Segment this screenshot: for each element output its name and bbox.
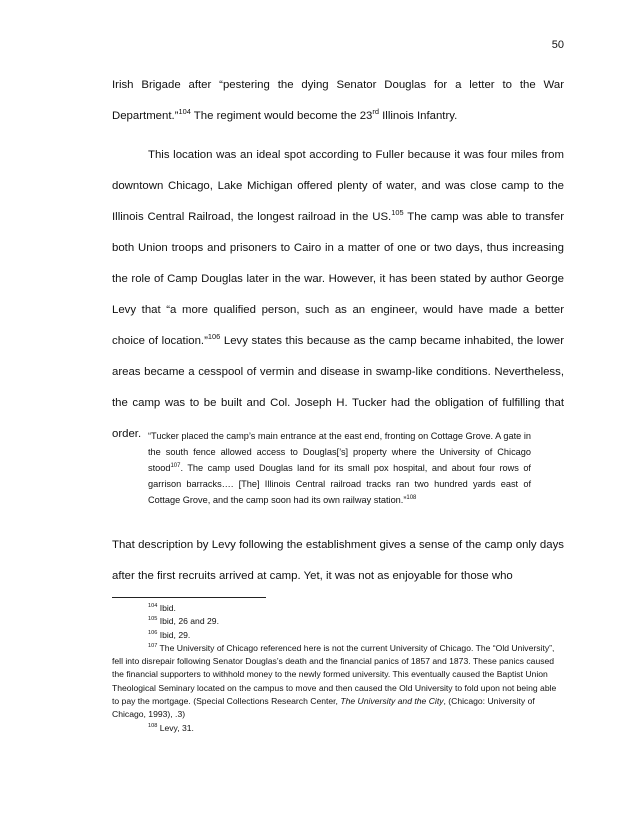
footnote-number: 107 [148,643,158,650]
paragraph-gap [112,132,564,140]
text-span: Levy states this because as the camp became inhabited, the lower areas became a cesspool of vermin and disease in swamp-like conditions. Nevertheless, the camp was to be built and Col. Joseph H. Tucker had the obligation of fulfilling that order. [112,335,564,440]
footnote-text: , (Chicago: University of Chicago, 1993), .3) [112,696,535,720]
footnote-number: 105 [148,616,158,623]
body-text [112,70,564,450]
footnote-108 [112,722,564,735]
paragraph-1-line-2 [112,101,564,132]
text-span: Illinois Infantry. [378,110,458,122]
text-span: Department.” [112,110,179,122]
footnote-ref-104[interactable]: 104 [178,107,191,117]
footnote-text: Ibid. [159,603,176,613]
footnote-105 [112,615,564,628]
footnote-ref-107[interactable]: 107 [170,462,181,469]
paragraph-1-line-1: Irish Brigade after “pestering the dying Senator Douglas for a letter to the War [112,79,564,91]
footnote-104 [112,602,564,615]
footnote-number: 106 [148,629,158,636]
text-span: . The camp used Douglas land for its small pox hospital, and about four rows of garrison barracks…. [The] Illinois Central railroad tracks ran two hundred yards east of Cottage Grove, and the camp soon had its own railway station.” [148,463,531,505]
ordinal-suffix: rd [372,107,379,117]
cited-title: The University and the City [340,696,444,707]
footnote-number: 108 [148,722,158,729]
footnote-text: Ibid, 29. [159,629,191,640]
page-number: 50 [551,39,564,51]
text-span: The regiment would become the 23 [190,110,373,122]
text-span: “Tucker placed the camp’s main entrance at the east end, fronting on Cottage Grove. A gate in the south fence allowed access to Douglas[’s] property where the University of Chicago stood [148,431,531,473]
paragraph-3-container [112,530,564,592]
footnote-106 [112,629,564,642]
block-quote [148,428,531,508]
footnote-number: 104 [148,603,158,610]
footnote-separator [112,597,266,598]
text-span: The camp was able to transfer both Union troops and prisoners to Cairo in a matter of one or two days, thus increasing the role of Camp Douglas later in the war. However, it has been stated by author George Levy that “a more qualified person, such as an engineer, would have made a better choice of location.” [112,211,564,347]
paragraph-2 [112,140,564,450]
footnote-ref-106[interactable]: 106 [207,332,221,342]
footnote-ref-105[interactable]: 105 [391,208,404,218]
footnote-text: The University of Chicago referenced here is not the current University of Chicago. The “Old University”, fell into disrepair following Senator Douglas’s death and the financial panics of 1857 and 1873. These panics caused the financial supporters to withhold money to the newly formed university. This eventually caused the Baptist Union Theological Seminary located on the campus to move and then caused the Old University to fold upon not being able to pay the mortgage. (Special Collections Research Center, [112,642,557,707]
footnote-107 [112,642,564,722]
footnote-text: Ibid, 26 and 29. [159,616,219,627]
paragraph-3: That description by Levy following the establishment gives a sense of the camp only days after the first recruits arrived at camp. Yet, it was not as enjoyable for those who [112,539,564,582]
footnote-text: Levy, 31. [159,722,194,733]
text-span: This location was an ideal spot according to Fuller because it was four miles from downtown Chicago, Lake Michigan offered plenty of water, and was close camp to the Illinois Central Railroad, the longest railroad in the US. [112,149,564,223]
footnotes [112,602,564,735]
footnote-ref-108[interactable]: 108 [406,494,417,501]
